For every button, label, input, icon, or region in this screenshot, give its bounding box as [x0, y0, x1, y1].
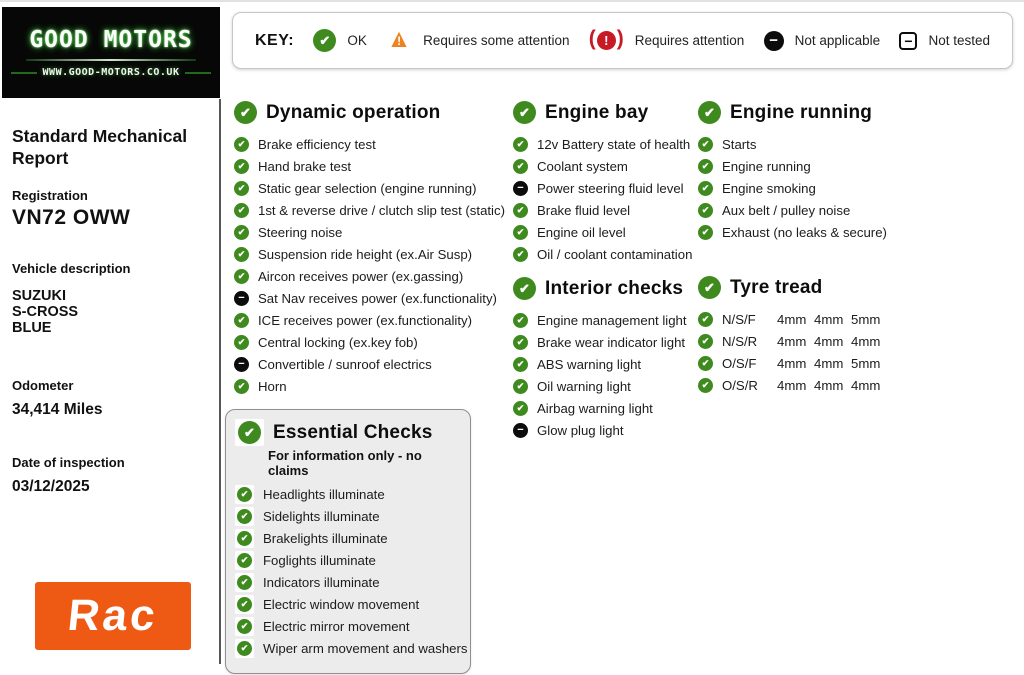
status-icon — [513, 159, 528, 174]
logo-url: WWW.GOOD-MOTORS.CO.UK — [42, 67, 180, 78]
status-icon — [238, 421, 261, 444]
check-item — [234, 287, 514, 309]
status-icon — [513, 277, 536, 300]
section-title: Tyre tread — [730, 276, 823, 298]
status-icon — [237, 597, 252, 612]
logo-title: GOOD MOTORS — [29, 27, 193, 53]
section-header-engine-bay — [513, 99, 699, 126]
check-item-label: Static gear selection (engine running) — [258, 180, 477, 196]
status-icon — [237, 487, 252, 502]
key-item-label: Requires attention — [634, 33, 745, 48]
check-item-label: Electric window movement — [263, 596, 420, 612]
section-title: Engine bay — [545, 101, 649, 123]
check-item-label: 12v Battery state of health — [537, 136, 691, 152]
tyre-depth-value: 4mm — [814, 333, 844, 349]
icon-background — [235, 573, 254, 592]
status-icon — [237, 531, 252, 546]
inspection-date-value: 03/12/2025 — [12, 478, 90, 496]
status-icon — [234, 269, 249, 284]
check-item-label: Aircon receives power (ex.gassing) — [258, 268, 464, 284]
status-icon — [513, 225, 528, 240]
status-icon — [513, 203, 528, 218]
check-item-label: Sat Nav receives power (ex.functionality) — [258, 290, 497, 306]
alert-icon — [589, 29, 624, 53]
check-item — [235, 637, 468, 659]
warning-icon — [386, 29, 412, 53]
vehicle-colour: BLUE — [12, 319, 52, 336]
status-icon — [237, 641, 252, 656]
vehicle-description — [12, 289, 205, 336]
tyre-depth-value: 4mm — [851, 333, 881, 349]
check-item — [513, 221, 699, 243]
check-item — [235, 483, 462, 505]
check-item — [234, 155, 514, 177]
tyre-depth-value: 4mm — [777, 355, 807, 371]
section-header-engine-running — [698, 99, 938, 126]
status-icon — [234, 335, 249, 350]
status-icon — [698, 101, 721, 124]
status-icon — [234, 291, 249, 306]
icon-background — [235, 639, 254, 658]
check-item-label: Central locking (ex.key fob) — [258, 334, 418, 350]
check-item-label: Engine management light — [537, 312, 687, 328]
check-item — [513, 177, 699, 199]
check-item-label: Convertible / sunroof electrics — [258, 356, 432, 372]
status-icon — [234, 101, 257, 124]
check-item — [235, 571, 462, 593]
status-icon — [513, 101, 536, 124]
status-icon — [698, 312, 713, 327]
tyre-depth-value: 4mm — [777, 377, 807, 393]
status-icon — [513, 181, 528, 196]
status-icon — [237, 509, 252, 524]
tyre-tread-row — [698, 308, 938, 330]
essential-checks-panel — [225, 409, 471, 674]
check-item-label: Brake wear indicator light — [537, 334, 686, 350]
check-item — [513, 375, 699, 397]
check-item-label: ABS warning light — [537, 356, 642, 372]
check-item — [234, 265, 514, 287]
check-item — [513, 419, 699, 441]
status-icon — [513, 379, 528, 394]
key-item-not-applicable — [764, 31, 881, 51]
icon-background — [235, 595, 254, 614]
key-legend — [232, 12, 1013, 69]
section-header-tyre-tread — [698, 274, 938, 301]
status-icon — [237, 619, 252, 634]
good-motors-logo — [2, 7, 220, 98]
tyre-depth-value: 4mm — [814, 355, 844, 371]
section-header-dynamic-operation — [234, 99, 514, 126]
key-label: KEY: — [255, 31, 295, 49]
check-item-label: Horn — [258, 378, 287, 394]
tyre-depth-values — [777, 378, 888, 393]
tyre-depth-values — [777, 334, 888, 349]
check-item-label: Oil warning light — [537, 378, 631, 394]
check-item — [234, 199, 514, 221]
column-engine-bay — [513, 99, 699, 441]
key-item-some-attention — [386, 29, 569, 53]
tyre-position-label: O/S/F — [722, 355, 757, 371]
vehicle-description-label: Vehicle description — [12, 261, 131, 277]
not-applicable-icon — [764, 31, 784, 51]
status-icon — [234, 203, 249, 218]
logo-divider — [26, 59, 196, 61]
status-icon — [513, 335, 528, 350]
key-item-ok — [313, 29, 367, 52]
status-icon — [698, 276, 721, 299]
status-icon — [698, 181, 713, 196]
status-icon — [513, 401, 528, 416]
check-item — [235, 593, 462, 615]
report-title: Standard Mechanical Report — [12, 126, 188, 169]
section-title: Engine running — [730, 101, 873, 123]
status-icon — [513, 357, 528, 372]
section-title: Essential Checks — [273, 421, 433, 443]
rac-logo-text: Rac — [65, 591, 161, 640]
status-icon — [513, 247, 528, 262]
check-item — [513, 133, 699, 155]
status-icon — [237, 553, 252, 568]
check-item-label: ICE receives power (ex.functionality) — [258, 312, 473, 328]
tyre-depth-value: 4mm — [814, 377, 844, 393]
tyre-depth-value: 4mm — [777, 311, 807, 327]
tyre-position-label: O/S/R — [722, 377, 758, 393]
rac-logo — [35, 582, 191, 650]
odometer-value: 34,414 Miles — [12, 401, 103, 419]
ok-icon — [313, 29, 336, 52]
tyre-depth-value: 5mm — [851, 355, 881, 371]
check-item — [513, 353, 699, 375]
odometer-label: Odometer — [12, 378, 74, 394]
check-item — [234, 243, 514, 265]
check-item-label: Electric mirror movement — [263, 618, 410, 634]
check-item-label: Aux belt / pulley noise — [722, 202, 851, 218]
section-title: Dynamic operation — [266, 101, 441, 123]
alert-dot — [597, 31, 616, 50]
status-icon — [234, 159, 249, 174]
key-item-label: OK — [347, 33, 367, 48]
check-item-label: Power steering fluid level — [537, 180, 684, 196]
status-icon — [698, 378, 713, 393]
tyre-depth-values — [777, 312, 888, 327]
check-item — [698, 155, 938, 177]
check-item — [698, 221, 938, 243]
check-item-label: Starts — [722, 136, 757, 152]
key-item-label: Requires some attention — [423, 33, 570, 48]
status-icon — [513, 137, 528, 152]
section-header-essential-checks — [235, 419, 462, 446]
check-item — [234, 221, 514, 243]
check-item-label: Foglights illuminate — [263, 552, 376, 568]
not-tested-icon — [899, 32, 917, 50]
status-icon — [698, 334, 713, 349]
status-icon — [698, 203, 713, 218]
essential-checks-subtitle: For information only - no claims — [268, 448, 422, 478]
check-item-label: Brake fluid level — [537, 202, 631, 218]
status-icon — [234, 379, 249, 394]
key-item-not-tested — [899, 32, 990, 50]
status-icon — [698, 356, 713, 371]
inspection-date-label: Date of inspection — [12, 455, 125, 471]
icon-background — [235, 551, 254, 570]
registration-value: VN72 OWW — [12, 206, 131, 230]
check-item-label: Engine smoking — [722, 180, 816, 196]
check-item — [513, 155, 699, 177]
check-item — [513, 309, 699, 331]
status-icon — [237, 575, 252, 590]
icon-background — [235, 529, 254, 548]
check-item-label: Sidelights illuminate — [263, 508, 380, 524]
check-item — [235, 505, 462, 527]
tyre-depth-value: 4mm — [814, 311, 844, 327]
status-icon — [513, 423, 528, 438]
tyre-depth-values — [777, 356, 888, 371]
vehicle-model: S-CROSS — [12, 304, 79, 321]
check-item-label: Oil / coolant contamination — [537, 246, 693, 262]
status-icon — [698, 159, 713, 174]
check-item — [234, 331, 514, 353]
key-item-label: Not tested — [928, 33, 990, 48]
check-item — [234, 177, 514, 199]
tyre-tread-row — [698, 374, 938, 396]
status-icon — [234, 313, 249, 328]
check-item — [698, 133, 938, 155]
check-item-label: Coolant system — [537, 158, 628, 174]
check-item — [513, 243, 699, 265]
check-item — [698, 199, 938, 221]
status-icon — [234, 225, 249, 240]
check-item-label: Wiper arm movement and washers — [263, 640, 468, 656]
check-item-label: Brakelights illuminate — [263, 530, 388, 546]
status-icon — [513, 313, 528, 328]
status-icon — [698, 137, 713, 152]
section-header-interior-checks — [513, 275, 699, 302]
check-item-label: Suspension ride height (ex.Air Susp) — [258, 246, 473, 262]
check-item-label: Engine oil level — [537, 224, 626, 240]
check-item-label: Exhaust (no leaks & secure) — [722, 224, 887, 240]
check-item — [235, 549, 462, 571]
icon-background — [235, 485, 254, 504]
icon-background — [235, 507, 254, 526]
check-item-label: Indicators illuminate — [263, 574, 380, 590]
tyre-depth-value: 4mm — [777, 333, 807, 349]
tyre-position-label: N/S/R — [722, 333, 758, 349]
tyre-tread-row — [698, 352, 938, 374]
key-item-label: Not applicable — [794, 33, 881, 48]
check-item — [698, 177, 938, 199]
tyre-tread-row — [698, 330, 938, 352]
column-dynamic-operation — [234, 99, 514, 674]
logo-url-row — [11, 67, 211, 78]
status-icon — [234, 357, 249, 372]
tyre-position-label: N/S/F — [722, 311, 756, 327]
check-item-label: Steering noise — [258, 224, 343, 240]
check-item-label: Engine running — [722, 158, 811, 174]
status-icon — [234, 181, 249, 196]
key-item-attention — [589, 29, 745, 53]
icon-background — [235, 419, 264, 446]
tyre-depth-value: 5mm — [851, 311, 881, 327]
check-item-label: Airbag warning light — [537, 400, 653, 416]
icon-background — [235, 617, 254, 636]
vehicle-make: SUZUKI — [12, 288, 66, 305]
check-item — [234, 309, 514, 331]
section-title: Interior checks — [545, 277, 684, 299]
check-item — [235, 615, 462, 637]
tyre-depth-value: 4mm — [851, 377, 881, 393]
check-item — [513, 397, 699, 419]
status-icon — [698, 225, 713, 240]
check-item-label: Hand brake test — [258, 158, 352, 174]
check-item-label: Brake efficiency test — [258, 136, 376, 152]
column-engine-running — [698, 99, 938, 396]
check-item — [234, 133, 514, 155]
check-item-label: Headlights illuminate — [263, 486, 385, 502]
check-item — [234, 353, 514, 375]
registration-label: Registration — [12, 188, 88, 204]
check-item-label: 1st & reverse drive / clutch slip test (static) — [258, 202, 505, 218]
check-item — [513, 331, 699, 353]
check-item — [234, 375, 514, 397]
check-item-label: Glow plug light — [537, 422, 624, 438]
status-icon — [234, 137, 249, 152]
report-sidebar — [0, 99, 221, 664]
check-item — [513, 199, 699, 221]
status-icon — [234, 247, 249, 262]
check-item — [235, 527, 462, 549]
